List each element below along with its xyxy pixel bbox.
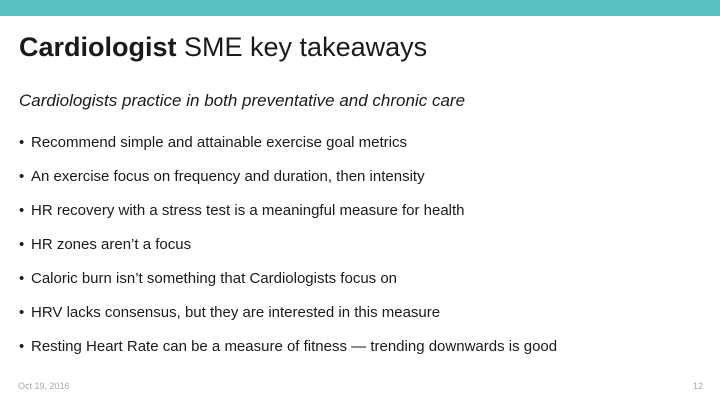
bullet-dot-icon: • <box>19 338 25 355</box>
bullet-item <box>19 131 557 165</box>
slide-title-bold: Cardiologist <box>19 32 177 62</box>
bullet-text: Resting Heart Rate can be a measure of fitness — trending downwards is good <box>31 338 558 355</box>
bullet-list <box>19 131 557 369</box>
bullet-text: Caloric burn isn’t something that Cardiologists focus on <box>31 270 398 287</box>
bullet-dot-icon: • <box>19 134 25 151</box>
footer-date: Oct 19, 2016 <box>18 381 70 391</box>
top-accent-bar <box>0 0 720 16</box>
bullet-item <box>19 267 557 301</box>
slide-title <box>19 30 427 64</box>
bullet-item <box>19 233 557 267</box>
bullet-text: Recommend simple and attainable exercise goal metrics <box>31 134 408 151</box>
bullet-text: HR recovery with a stress test is a meaningful measure for health <box>31 202 465 219</box>
bullet-item <box>19 199 557 233</box>
slide-title-rest: SME key takeaways <box>176 32 428 62</box>
bullet-item <box>19 335 557 369</box>
slide-subtitle: Cardiologists practice in both preventative and chronic care <box>19 91 466 110</box>
bullet-item <box>19 165 557 199</box>
bullet-text: HR zones aren’t a focus <box>31 236 192 253</box>
page-number: 12 <box>692 381 703 391</box>
bullet-dot-icon: • <box>19 202 25 219</box>
bullet-dot-icon: • <box>19 304 25 321</box>
bullet-dot-icon: • <box>19 168 25 185</box>
bullet-text: An exercise focus on frequency and duration, then intensity <box>31 168 425 185</box>
bullet-dot-icon: • <box>19 236 25 253</box>
bullet-item <box>19 301 557 335</box>
bullet-text: HRV lacks consensus, but they are interested in this measure <box>31 304 441 321</box>
bullet-dot-icon: • <box>19 270 25 287</box>
